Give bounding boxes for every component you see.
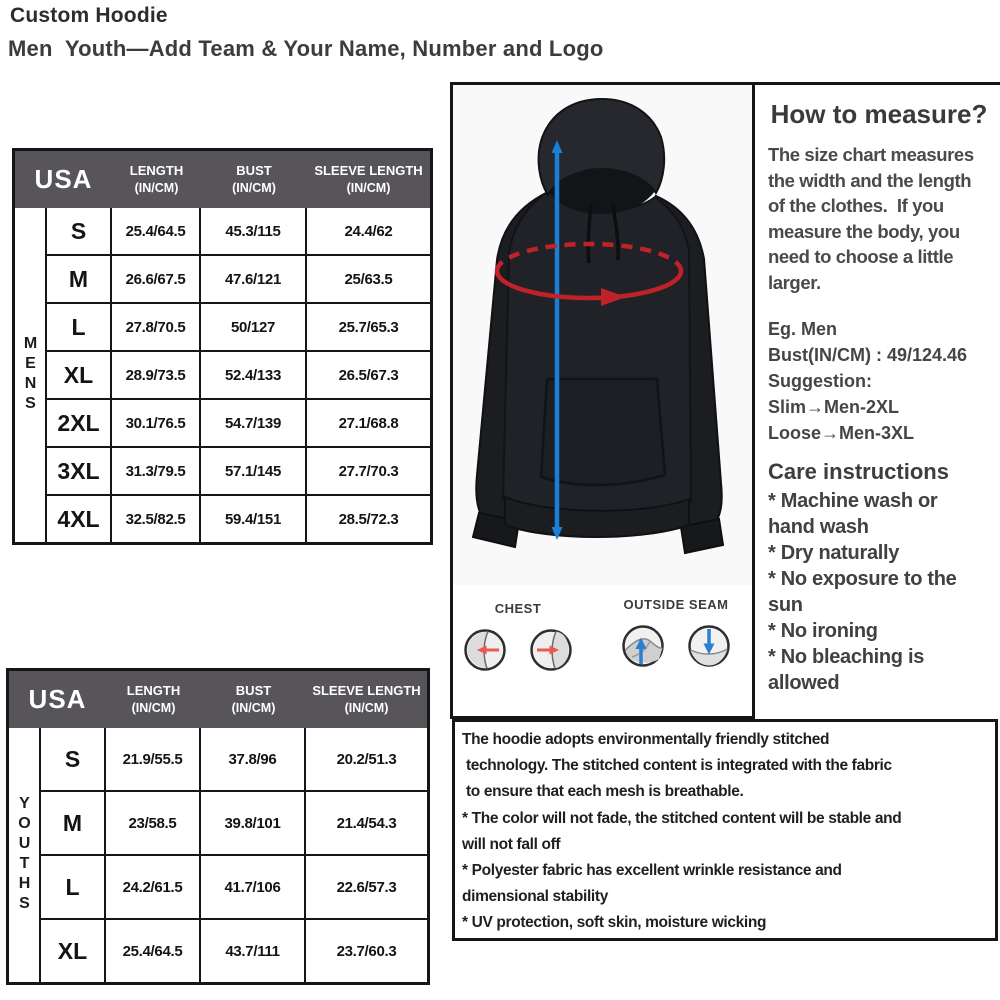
outside-seam-measure-group	[611, 597, 741, 668]
care-instruction-line: * Machine wash or	[768, 490, 938, 512]
how-to-measure-line: The size chart measures	[768, 144, 974, 165]
mens-size-chart-header	[15, 151, 430, 208]
measurement-cell: 28.9/73.5	[112, 352, 201, 398]
measurement-cell: 31.3/79.5	[112, 448, 201, 494]
how-to-measure-line: the width and the length	[768, 169, 972, 191]
youth-size-rows	[41, 728, 427, 982]
how-to-measure-line: need to choose a little	[768, 246, 954, 267]
size-row	[47, 352, 430, 400]
measurement-cell: 21.9/55.5	[106, 728, 201, 790]
measurement-cell: 26.5/67.3	[338, 366, 399, 384]
size-label-cell: M	[47, 256, 112, 302]
mens-group-label: MENS	[15, 208, 47, 542]
usa-header-label: USA	[28, 684, 87, 714]
mens-size-chart	[12, 148, 433, 545]
outside-seam-icon-up-arrow	[621, 624, 665, 668]
measurement-cell: 50/127	[201, 304, 307, 350]
size-label-cell: L	[41, 856, 106, 918]
size-label-cell: XL	[47, 352, 112, 398]
hoodie-measure-panel	[450, 82, 755, 719]
measurement-cell: 39.8/101	[201, 792, 306, 854]
size-row	[47, 208, 430, 256]
measurement-cell: 25.7/65.3	[338, 318, 399, 336]
column-label: SLEEVE LENGTH	[314, 162, 423, 178]
mens-size-chart-body	[15, 208, 430, 542]
size-row	[41, 728, 427, 792]
measurement-cell: 47.6/121	[201, 256, 307, 302]
description-line: * Polyester fabric has excellent wrinkle resistance and	[462, 862, 842, 880]
measurement-cell: 32.5/82.5	[112, 496, 201, 542]
care-instruction-line: sun	[768, 594, 803, 616]
hoodie-illustration	[453, 85, 752, 585]
size-label-cell: XL	[41, 920, 106, 982]
size-row	[47, 304, 430, 352]
description-line: will not fall off	[462, 835, 561, 853]
sizing-example-line: Eg. Men	[768, 319, 838, 339]
size-label-cell: 3XL	[47, 448, 112, 494]
how-to-measure-line: larger.	[768, 271, 821, 293]
column-label: BUST	[235, 682, 272, 698]
column-unit: (IN/CM)	[232, 180, 276, 195]
sizing-example-line: Bust(IN/CM) : 49/124.46	[768, 345, 968, 365]
outside-seam-label: OUTSIDE SEAM	[623, 597, 729, 612]
care-instruction-line: * No exposure to the	[768, 568, 957, 590]
column-label: LENGTH	[126, 682, 181, 698]
measurement-cell: 57.1/145	[201, 448, 307, 494]
size-label-cell: 2XL	[47, 400, 112, 446]
measurement-cell: 24.4/62	[344, 222, 393, 240]
measurement-cell: 26.6/67.5	[112, 256, 201, 302]
description-line: dimensional stability	[462, 888, 608, 906]
column-unit: (IN/CM)	[131, 700, 176, 715]
description-line: * The color will not fade, the stitched content will be stable and	[462, 809, 902, 827]
measurement-cell: 24.2/61.5	[106, 856, 201, 918]
sizing-example-line: Suggestion:	[768, 371, 872, 391]
measurement-cell: 23/58.5	[106, 792, 201, 854]
youth-group-label: YOUTHS	[9, 728, 41, 982]
size-row	[47, 256, 430, 304]
youth-size-chart	[6, 668, 430, 985]
size-row	[47, 448, 430, 496]
hoodie-photo	[453, 85, 752, 585]
description-line: * UV protection, soft skin, moisture wicking	[462, 914, 767, 932]
sizing-example-line: Loose→Men-3XL	[768, 423, 915, 443]
size-label-cell: S	[41, 728, 106, 790]
measurement-cell: 37.8/96	[201, 728, 306, 790]
measurement-cell: 23.7/60.3	[336, 942, 397, 960]
size-label-cell: S	[47, 208, 112, 254]
how-to-measure-body	[768, 142, 990, 295]
usa-header-label: USA	[34, 164, 93, 194]
size-row	[41, 920, 427, 982]
how-to-measure-panel	[755, 82, 1000, 719]
youth-size-chart-header	[9, 671, 427, 728]
measurement-cell: 59.4/151	[201, 496, 307, 542]
size-label-cell: 4XL	[47, 496, 112, 542]
column-unit: (IN/CM)	[346, 180, 391, 195]
measurement-cell: 54.7/139	[201, 400, 307, 446]
how-to-measure-title: How to measure?	[770, 99, 988, 129]
chest-measure-group	[459, 601, 577, 672]
size-label-cell: L	[47, 304, 112, 350]
sleeve-column-header	[306, 683, 427, 716]
column-label: LENGTH	[129, 162, 184, 178]
hoodie-pocket	[541, 379, 665, 485]
care-instruction-line: * No bleaching is	[768, 646, 925, 668]
description-line: technology. The stitched content is integrated with the fabric	[462, 757, 892, 775]
length-column-header	[112, 163, 201, 196]
page-subtitle: Men Youth—Add Team & Your Name, Number and Logo	[8, 36, 604, 61]
chest-measure-icon-left-arrow	[463, 628, 507, 672]
size-label-cell: M	[41, 792, 106, 854]
how-to-measure-line: of the clothes. If you	[768, 195, 944, 216]
measurement-cell: 28.5/72.3	[338, 510, 399, 528]
measuring-icons-area	[453, 585, 752, 716]
measurement-cell: 52.4/133	[201, 352, 307, 398]
measurement-cell: 20.2/51.3	[336, 750, 397, 768]
measurement-cell: 27.8/70.5	[112, 304, 201, 350]
size-row	[41, 856, 427, 920]
measurement-cell: 25.4/64.5	[106, 920, 201, 982]
care-instructions-list	[768, 488, 990, 696]
column-unit: (IN/CM)	[231, 700, 276, 715]
measurement-cell: 22.6/57.3	[336, 878, 397, 896]
measurement-cell: 27.1/68.8	[338, 414, 399, 432]
care-instructions-title: Care instructions	[768, 459, 949, 484]
size-row	[47, 400, 430, 448]
measurement-cell: 25.4/64.5	[112, 208, 201, 254]
size-row	[41, 792, 427, 856]
bust-column-header	[201, 683, 306, 716]
description-line: The hoodie adopts environmentally friendly stitched	[462, 731, 830, 748]
sleeve-column-header	[307, 163, 430, 196]
measurement-cell: 41.7/106	[201, 856, 306, 918]
column-label: BUST	[236, 162, 272, 178]
measurement-cell: 27.7/70.3	[338, 462, 399, 480]
care-instruction-line: hand wash	[768, 516, 869, 538]
measurement-cell: 43.7/111	[201, 920, 306, 982]
sizing-example	[768, 316, 990, 446]
youth-size-chart-body	[9, 728, 427, 982]
measurement-cell: 45.3/115	[201, 208, 307, 254]
care-instruction-line: * Dry naturally	[768, 542, 900, 564]
column-unit: (IN/CM)	[344, 700, 389, 715]
care-instruction-line: * No ironing	[768, 620, 878, 642]
measurement-cell: 25/63.5	[344, 270, 393, 288]
how-to-measure-line: measure the body, you	[768, 220, 960, 242]
length-column-header	[106, 683, 201, 716]
page-title: Custom Hoodie	[10, 4, 168, 27]
size-row	[47, 496, 430, 542]
chest-measure-icon-right-arrow	[529, 628, 573, 672]
mens-size-rows	[47, 208, 430, 542]
measurement-cell: 30.1/76.5	[112, 400, 201, 446]
measurement-cell: 21.4/54.3	[336, 814, 397, 832]
product-description-box	[452, 719, 998, 941]
description-line: to ensure that each mesh is breathable.	[462, 783, 744, 801]
column-unit: (IN/CM)	[134, 180, 179, 195]
chest-label: CHEST	[494, 601, 542, 616]
column-label: SLEEVE LENGTH	[312, 682, 421, 698]
bust-column-header	[201, 163, 307, 196]
care-instruction-line: allowed	[768, 672, 840, 694]
outside-seam-icon-down-arrow	[687, 624, 731, 668]
sizing-example-line: Slim→Men-2XL	[768, 397, 900, 417]
